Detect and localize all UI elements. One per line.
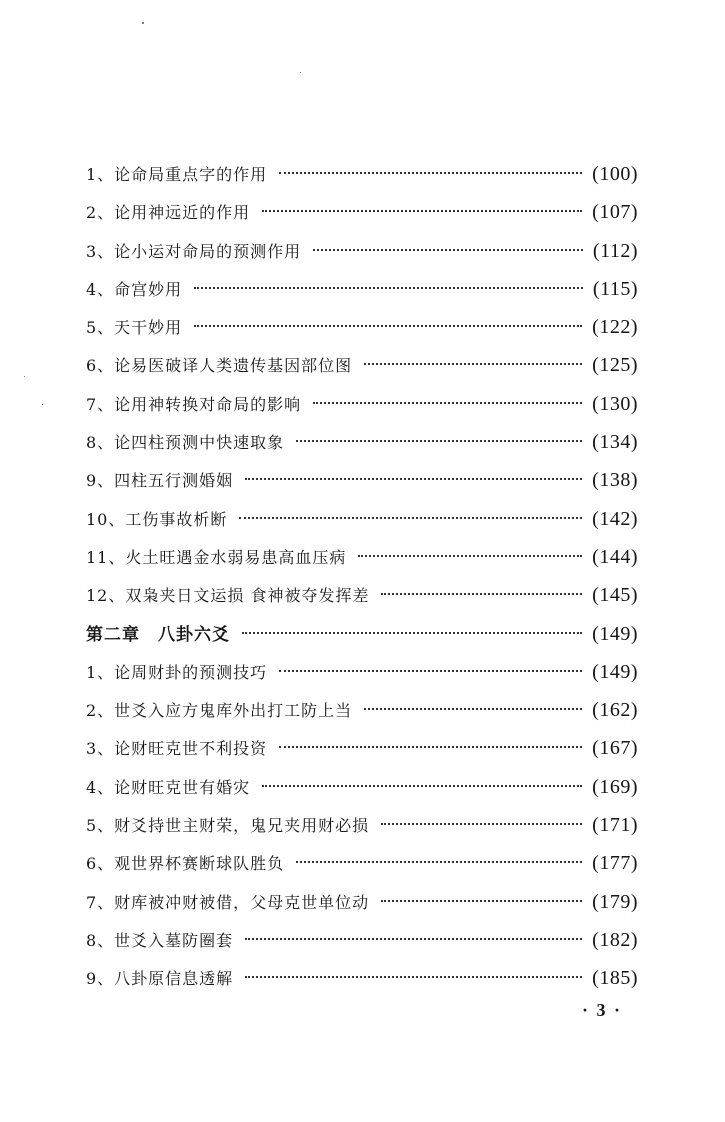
page-number: · 3 · bbox=[582, 1000, 623, 1020]
dot-leader bbox=[358, 555, 582, 557]
toc-entry bbox=[86, 959, 638, 997]
toc-entry-page: (185) bbox=[592, 967, 638, 990]
dot-leader bbox=[313, 249, 583, 251]
table-of-contents bbox=[86, 155, 638, 998]
toc-entry bbox=[86, 308, 638, 346]
toc-entry-title: 3、论财旺克世不利投资 bbox=[86, 739, 268, 759]
toc-entry bbox=[86, 461, 638, 499]
toc-entry-page: (171) bbox=[592, 814, 638, 837]
toc-entry-title: 5、天干妙用 bbox=[86, 318, 183, 338]
toc-entry-title: 9、八卦原信息透解 bbox=[86, 969, 234, 989]
dot-leader bbox=[245, 938, 582, 940]
toc-entry-title: 5、财爻持世主财荣，鬼兄夹用财必损 bbox=[86, 816, 370, 836]
toc-entry-page: (138) bbox=[592, 469, 638, 492]
toc-chapter-heading bbox=[86, 615, 638, 653]
toc-entry-title: 2、论用神远近的作用 bbox=[86, 203, 251, 223]
toc-entry bbox=[86, 921, 638, 959]
dot-leader bbox=[279, 670, 582, 672]
toc-entry bbox=[86, 500, 638, 538]
toc-entry-page: (162) bbox=[592, 699, 638, 722]
toc-entry bbox=[86, 883, 638, 921]
toc-entry-title: 12、双枭夹日文运损 食神被夺发挥差 bbox=[86, 586, 370, 606]
toc-entry bbox=[86, 691, 638, 729]
toc-entry-page: (122) bbox=[592, 316, 638, 339]
toc-entry bbox=[86, 844, 638, 882]
toc-entry-title: 4、论财旺克世有婚灾 bbox=[86, 777, 251, 797]
toc-entry-page: (149) bbox=[592, 660, 638, 683]
dot-leader bbox=[381, 900, 582, 902]
toc-entry bbox=[86, 729, 638, 767]
toc-entry-page: (182) bbox=[592, 928, 638, 951]
dot-leader bbox=[381, 593, 582, 595]
toc-entry-title: 1、论周财卦的预测技巧 bbox=[86, 662, 268, 682]
toc-entry-page: (112) bbox=[592, 239, 638, 262]
chapter-page: (149) bbox=[592, 622, 638, 645]
toc-entry-page: (142) bbox=[592, 507, 638, 530]
toc-entry-page: (167) bbox=[592, 737, 638, 760]
toc-entry-title: 6、观世界杯赛断球队胜负 bbox=[86, 854, 285, 874]
toc-entry bbox=[86, 232, 638, 270]
toc-entry-page: (144) bbox=[592, 545, 638, 568]
toc-entry-title: 8、世爻入墓防圈套 bbox=[86, 930, 234, 950]
toc-entry bbox=[86, 768, 638, 806]
dot-leader bbox=[239, 517, 582, 519]
toc-entry-page: (130) bbox=[592, 392, 638, 415]
toc-entry-page: (177) bbox=[592, 852, 638, 875]
dot-leader bbox=[296, 861, 582, 863]
toc-entry-page: (100) bbox=[592, 163, 638, 185]
scan-speck bbox=[300, 72, 301, 73]
toc-entry bbox=[86, 653, 638, 691]
dot-leader bbox=[279, 172, 582, 174]
toc-entry-title: 4、命宫妙用 bbox=[86, 279, 183, 299]
toc-entry-page: (145) bbox=[592, 584, 638, 607]
toc-entry-page: (107) bbox=[592, 201, 638, 224]
dot-leader bbox=[262, 210, 582, 212]
chapter-title: 第二章 八卦六爻 bbox=[86, 624, 230, 645]
toc-entry-title: 9、四柱五行测婚姻 bbox=[86, 471, 234, 491]
scan-speck bbox=[24, 376, 25, 377]
toc-entry-title: 11、火土旺遇金水弱易患高血压病 bbox=[86, 547, 347, 567]
dot-leader bbox=[194, 325, 582, 327]
toc-entry-title: 1、论命局重点字的作用 bbox=[86, 165, 268, 184]
toc-entry bbox=[86, 423, 638, 461]
toc-entry-title: 6、论易医破译人类遗传基因部位图 bbox=[86, 356, 353, 376]
dot-leader bbox=[364, 708, 582, 710]
dot-leader bbox=[242, 632, 582, 634]
toc-entry bbox=[86, 193, 638, 231]
toc-entry bbox=[86, 346, 638, 384]
toc-entry bbox=[86, 270, 638, 308]
dot-leader bbox=[313, 402, 582, 404]
dot-leader bbox=[296, 440, 582, 442]
toc-entry-page: (115) bbox=[592, 277, 638, 300]
toc-entry-title: 7、财库被冲财被借，父母克世单位动 bbox=[86, 892, 370, 912]
toc-entry-page: (169) bbox=[592, 775, 638, 798]
scan-speck bbox=[42, 404, 43, 405]
scan-speck bbox=[142, 22, 144, 24]
toc-entry-title: 10、工伤事故析断 bbox=[86, 509, 228, 529]
toc-entry bbox=[86, 806, 638, 844]
toc-entry-title: 2、世爻入应方鬼库外出打工防上当 bbox=[86, 701, 353, 721]
toc-entry bbox=[86, 576, 638, 614]
toc-entry-title: 8、论四柱预测中快速取象 bbox=[86, 433, 285, 453]
dot-leader bbox=[279, 746, 582, 748]
toc-entry-title: 3、论小运对命局的预测作用 bbox=[86, 241, 302, 261]
toc-entry-title: 7、论用神转换对命局的影响 bbox=[86, 394, 302, 414]
dot-leader bbox=[194, 287, 583, 289]
toc-entry-page: (125) bbox=[592, 354, 638, 377]
dot-leader bbox=[245, 976, 582, 978]
toc-entry bbox=[86, 385, 638, 423]
toc-entry bbox=[86, 155, 638, 193]
dot-leader bbox=[364, 363, 582, 365]
toc-entry-page: (134) bbox=[592, 431, 638, 454]
toc-entry bbox=[86, 538, 638, 576]
dot-leader bbox=[381, 823, 582, 825]
dot-leader bbox=[245, 478, 582, 480]
toc-entry-page: (179) bbox=[592, 890, 638, 913]
dot-leader bbox=[262, 785, 582, 787]
